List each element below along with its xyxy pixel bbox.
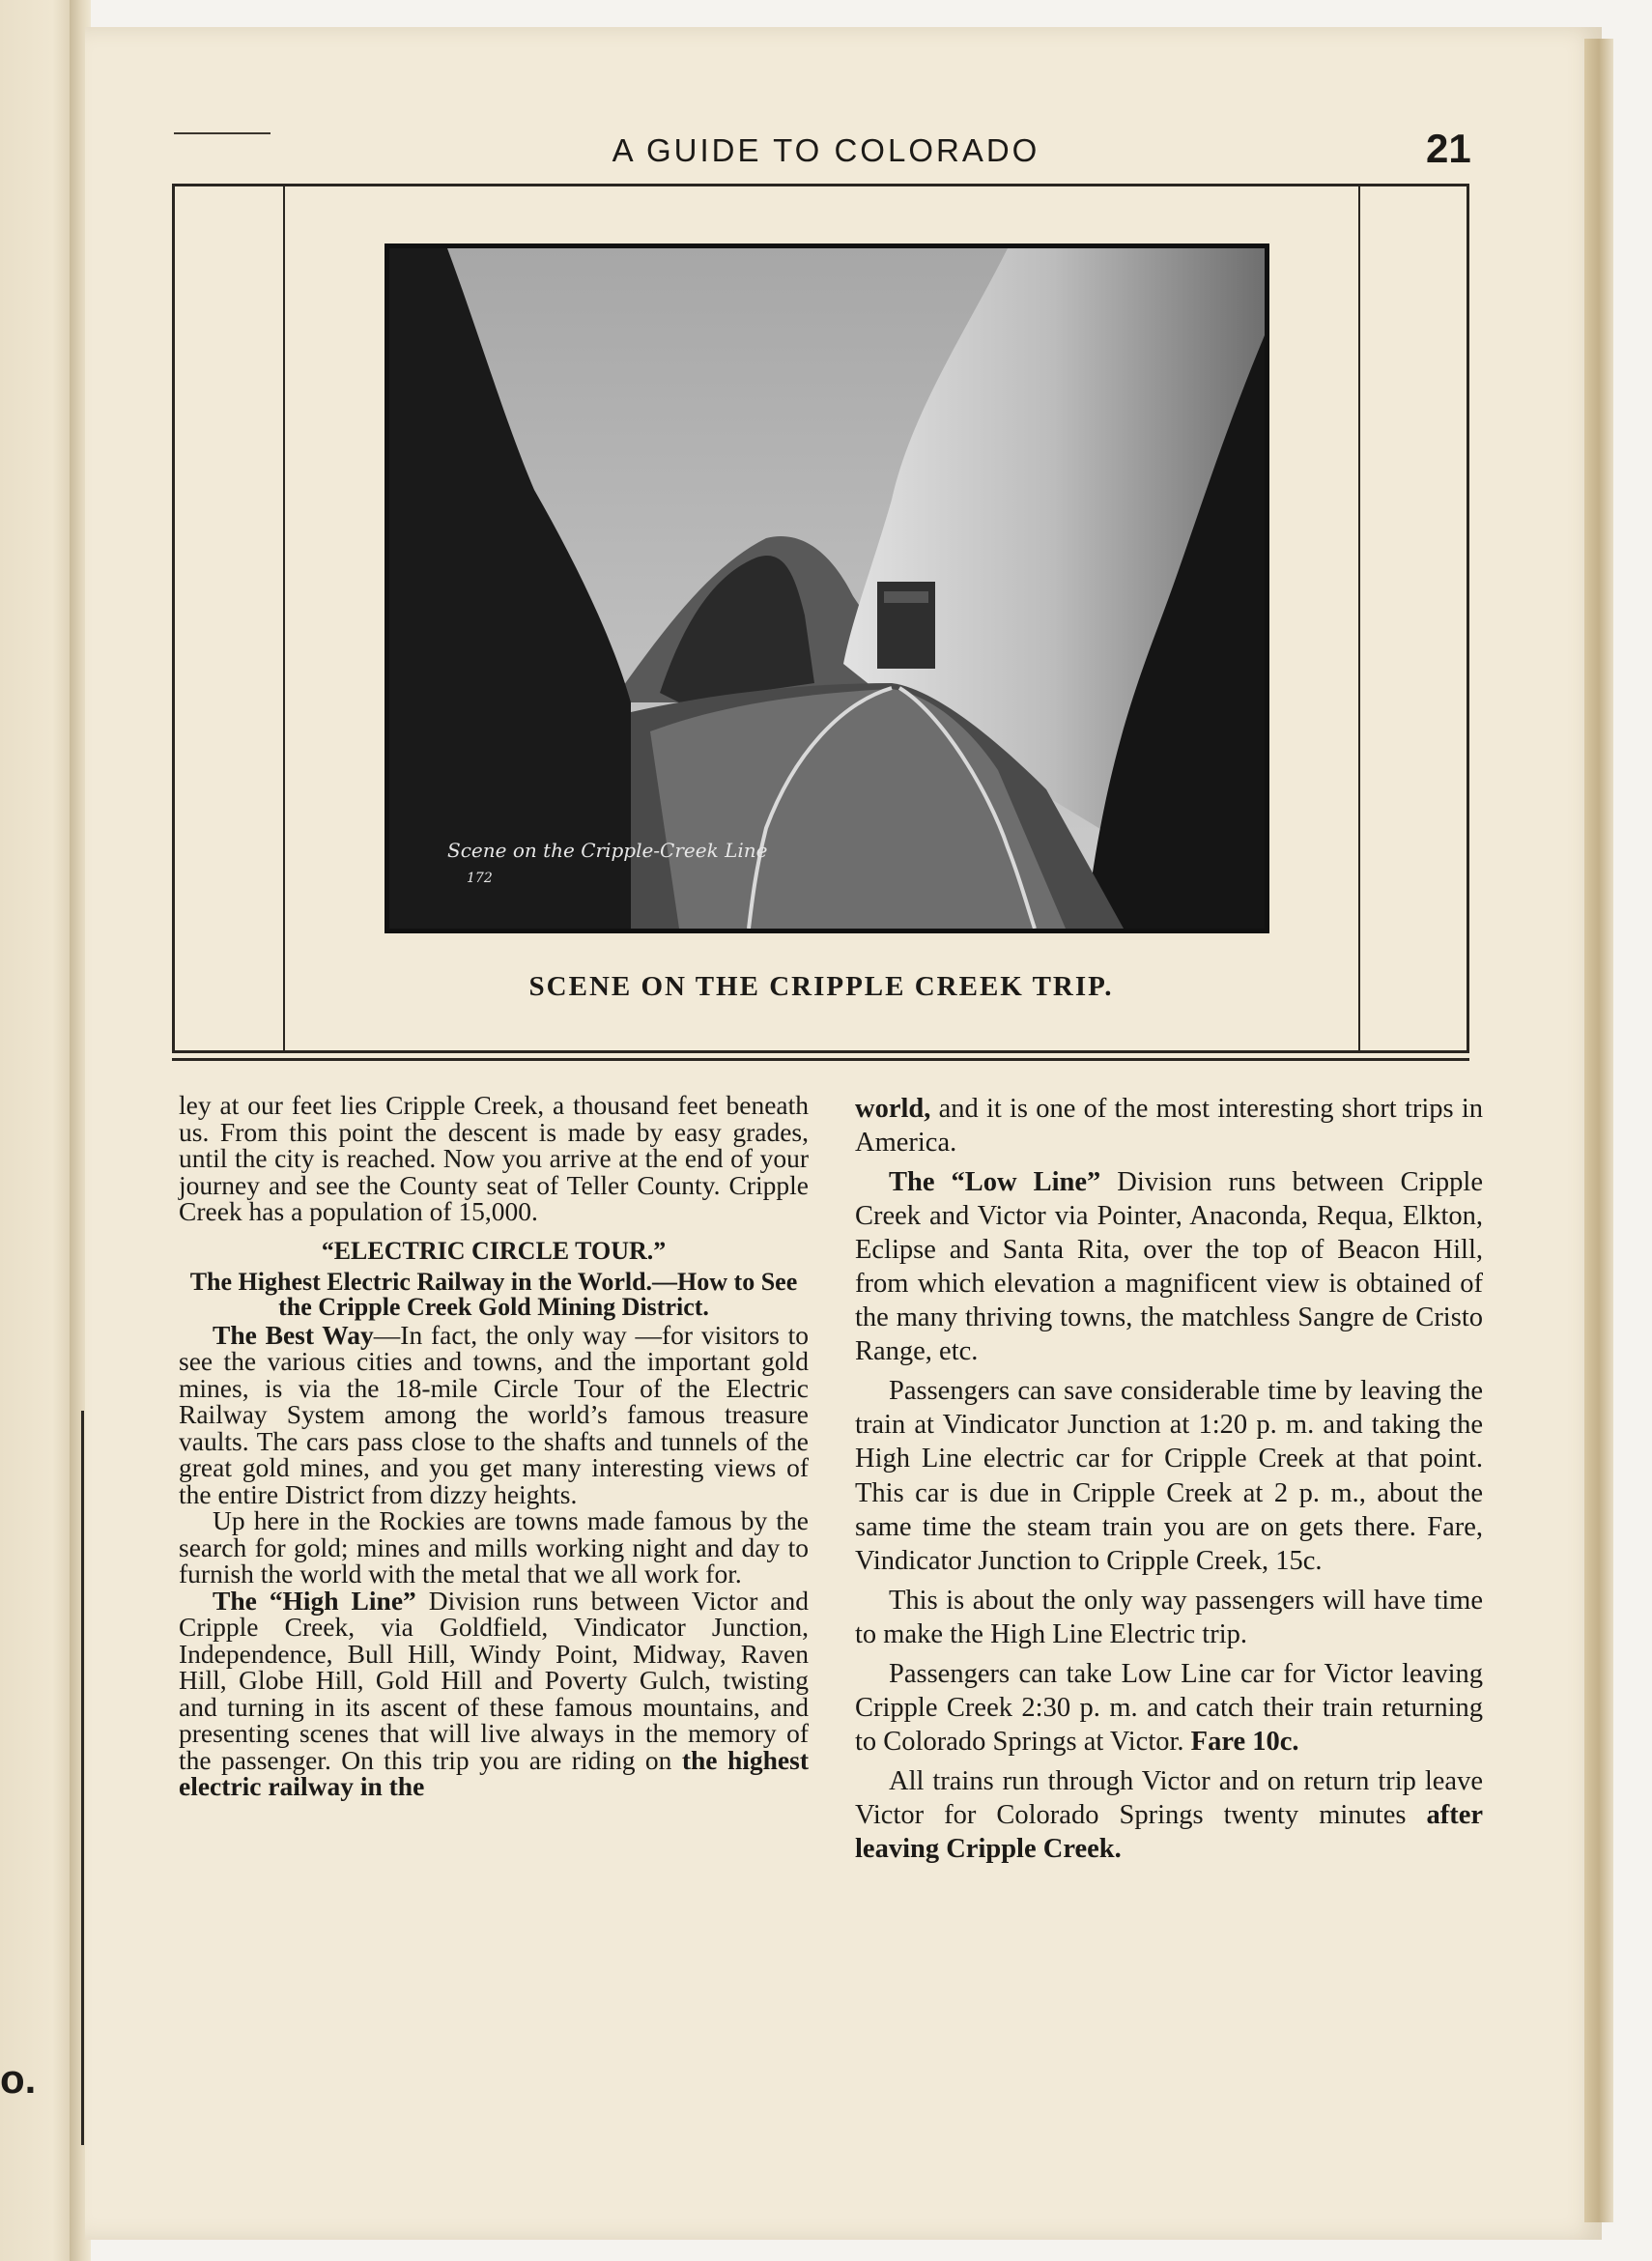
frame-rule-left [283,186,285,1050]
facing-page-rule [81,1411,84,2145]
paragraph-text: and it is one of the most interesting short trips in America. [855,1094,1483,1159]
facing-page [0,0,75,2261]
paragraph-text: All trains run through Victor and on return trip leave Victor for Colorado Springs twenty minutes [855,1765,1483,1830]
running-head: A GUIDE TO COLORADO [612,132,1040,168]
run-in-lead: The Best Way [213,1319,374,1350]
photo-inscription: Scene on the Cripple-Creek Line [447,839,768,862]
right-text-column [855,1092,1483,1872]
frame-rule-right [1358,186,1360,1050]
paragraph-bold-tail: the highest electric railway in the [179,1744,809,1801]
run-in-lead: world, [855,1094,931,1124]
run-in-lead: The “Low Line” [889,1167,1101,1198]
paragraph-text: Passengers can take Low Line car for Victor leaving Cripple Creek 2:30 p. m. and catch their train returning to Colorado Springs at Victor. [855,1658,1483,1757]
paragraph-bold: after leaving Cripple Creek. [855,1799,1483,1864]
paragraph-text: —In fact, the only way —for visitors to see the various cities and towns, and the important gold mines, is via the 18-mile Circle Tour of the Electric Railway System among the world’s famous treasure vaults. The cars pass close to the shafts and tunnels of the great gold mines, and you get many interesting views of the entire District from dizzy heights. [179,1319,809,1509]
column-top-rule [172,1058,1469,1061]
run-in-lead: The “High Line” [213,1585,416,1616]
paragraph-bold: Fare 10c. [1190,1726,1299,1757]
paragraph: Passengers can save considerable time by leaving the train at Vindicator Junction at 1:20 p. m. and taking the High Line electric car for Cripple Creek at that point. This car is due in Cripple Creek at 2 p. m., about the same time the steam train you are on gets there. Fare, Vindicator Junction to Cripple Creek, 15c. [855,1376,1483,1576]
page-number: 21 [1426,126,1471,171]
paragraph [179,1319,809,1509]
page-edge [1584,39,1613,2222]
photo-number: 172 [467,871,493,886]
paragraph [179,1585,809,1801]
paragraph: Up here in the Rockies are towns made famous by the search for gold; mines and mills working night and day to furnish the world with the metal that we all work for. [179,1505,809,1588]
paragraph [855,1657,1483,1759]
paragraph [855,1092,1483,1159]
paragraph [855,1165,1483,1368]
section-heading: “ELECTRIC CIRCLE TOUR.” [321,1236,667,1265]
figure-caption: SCENE ON THE CRIPPLE CREEK TRIP. [528,971,1114,1002]
paragraph: This is about the only way passengers will have time to make the High Line Electric trip. [855,1585,1483,1649]
facing-page-fragment: o. [0,2056,37,2102]
paragraph-text: Division runs between Victor and Cripple Creek, via Goldfield, Vindicator Junction, Independence, Bull Hill, Windy Point, Midway, Raven Hill, Globe Hill, Gold Hill and Poverty Gulch, twisting and turning in its ascent of these famous mountains, and presenting scenes that will live always in the memory of the passenger. On this trip you are riding on [179,1585,809,1775]
paragraph-text: Division runs between Cripple Creek and Victor via Pointer, Anaconda, Requa, Elkton, Eclipse and Santa Rita, over the top of Beacon Hill, from which elevation a magnificent view is obtained of the many thriving towns, the matchless Sangre de Cristo Range, etc. [855,1167,1484,1367]
left-text-column [179,1092,809,1800]
section-subheading: The Highest Electric Railway in the World.—How to See the Cripple Creek Gold Mining District. [189,1267,798,1321]
canyon-railway-photo [385,243,1269,933]
paragraph: ley at our feet lies Cripple Creek, a thousand feet beneath us. From this point the descent is made by easy grades, until the city is reached. Now you arrive at the end of your journey and see the County seat of Teller County. Cripple Creek has a population of 15,000. [179,1090,809,1226]
paragraph [855,1764,1483,1866]
